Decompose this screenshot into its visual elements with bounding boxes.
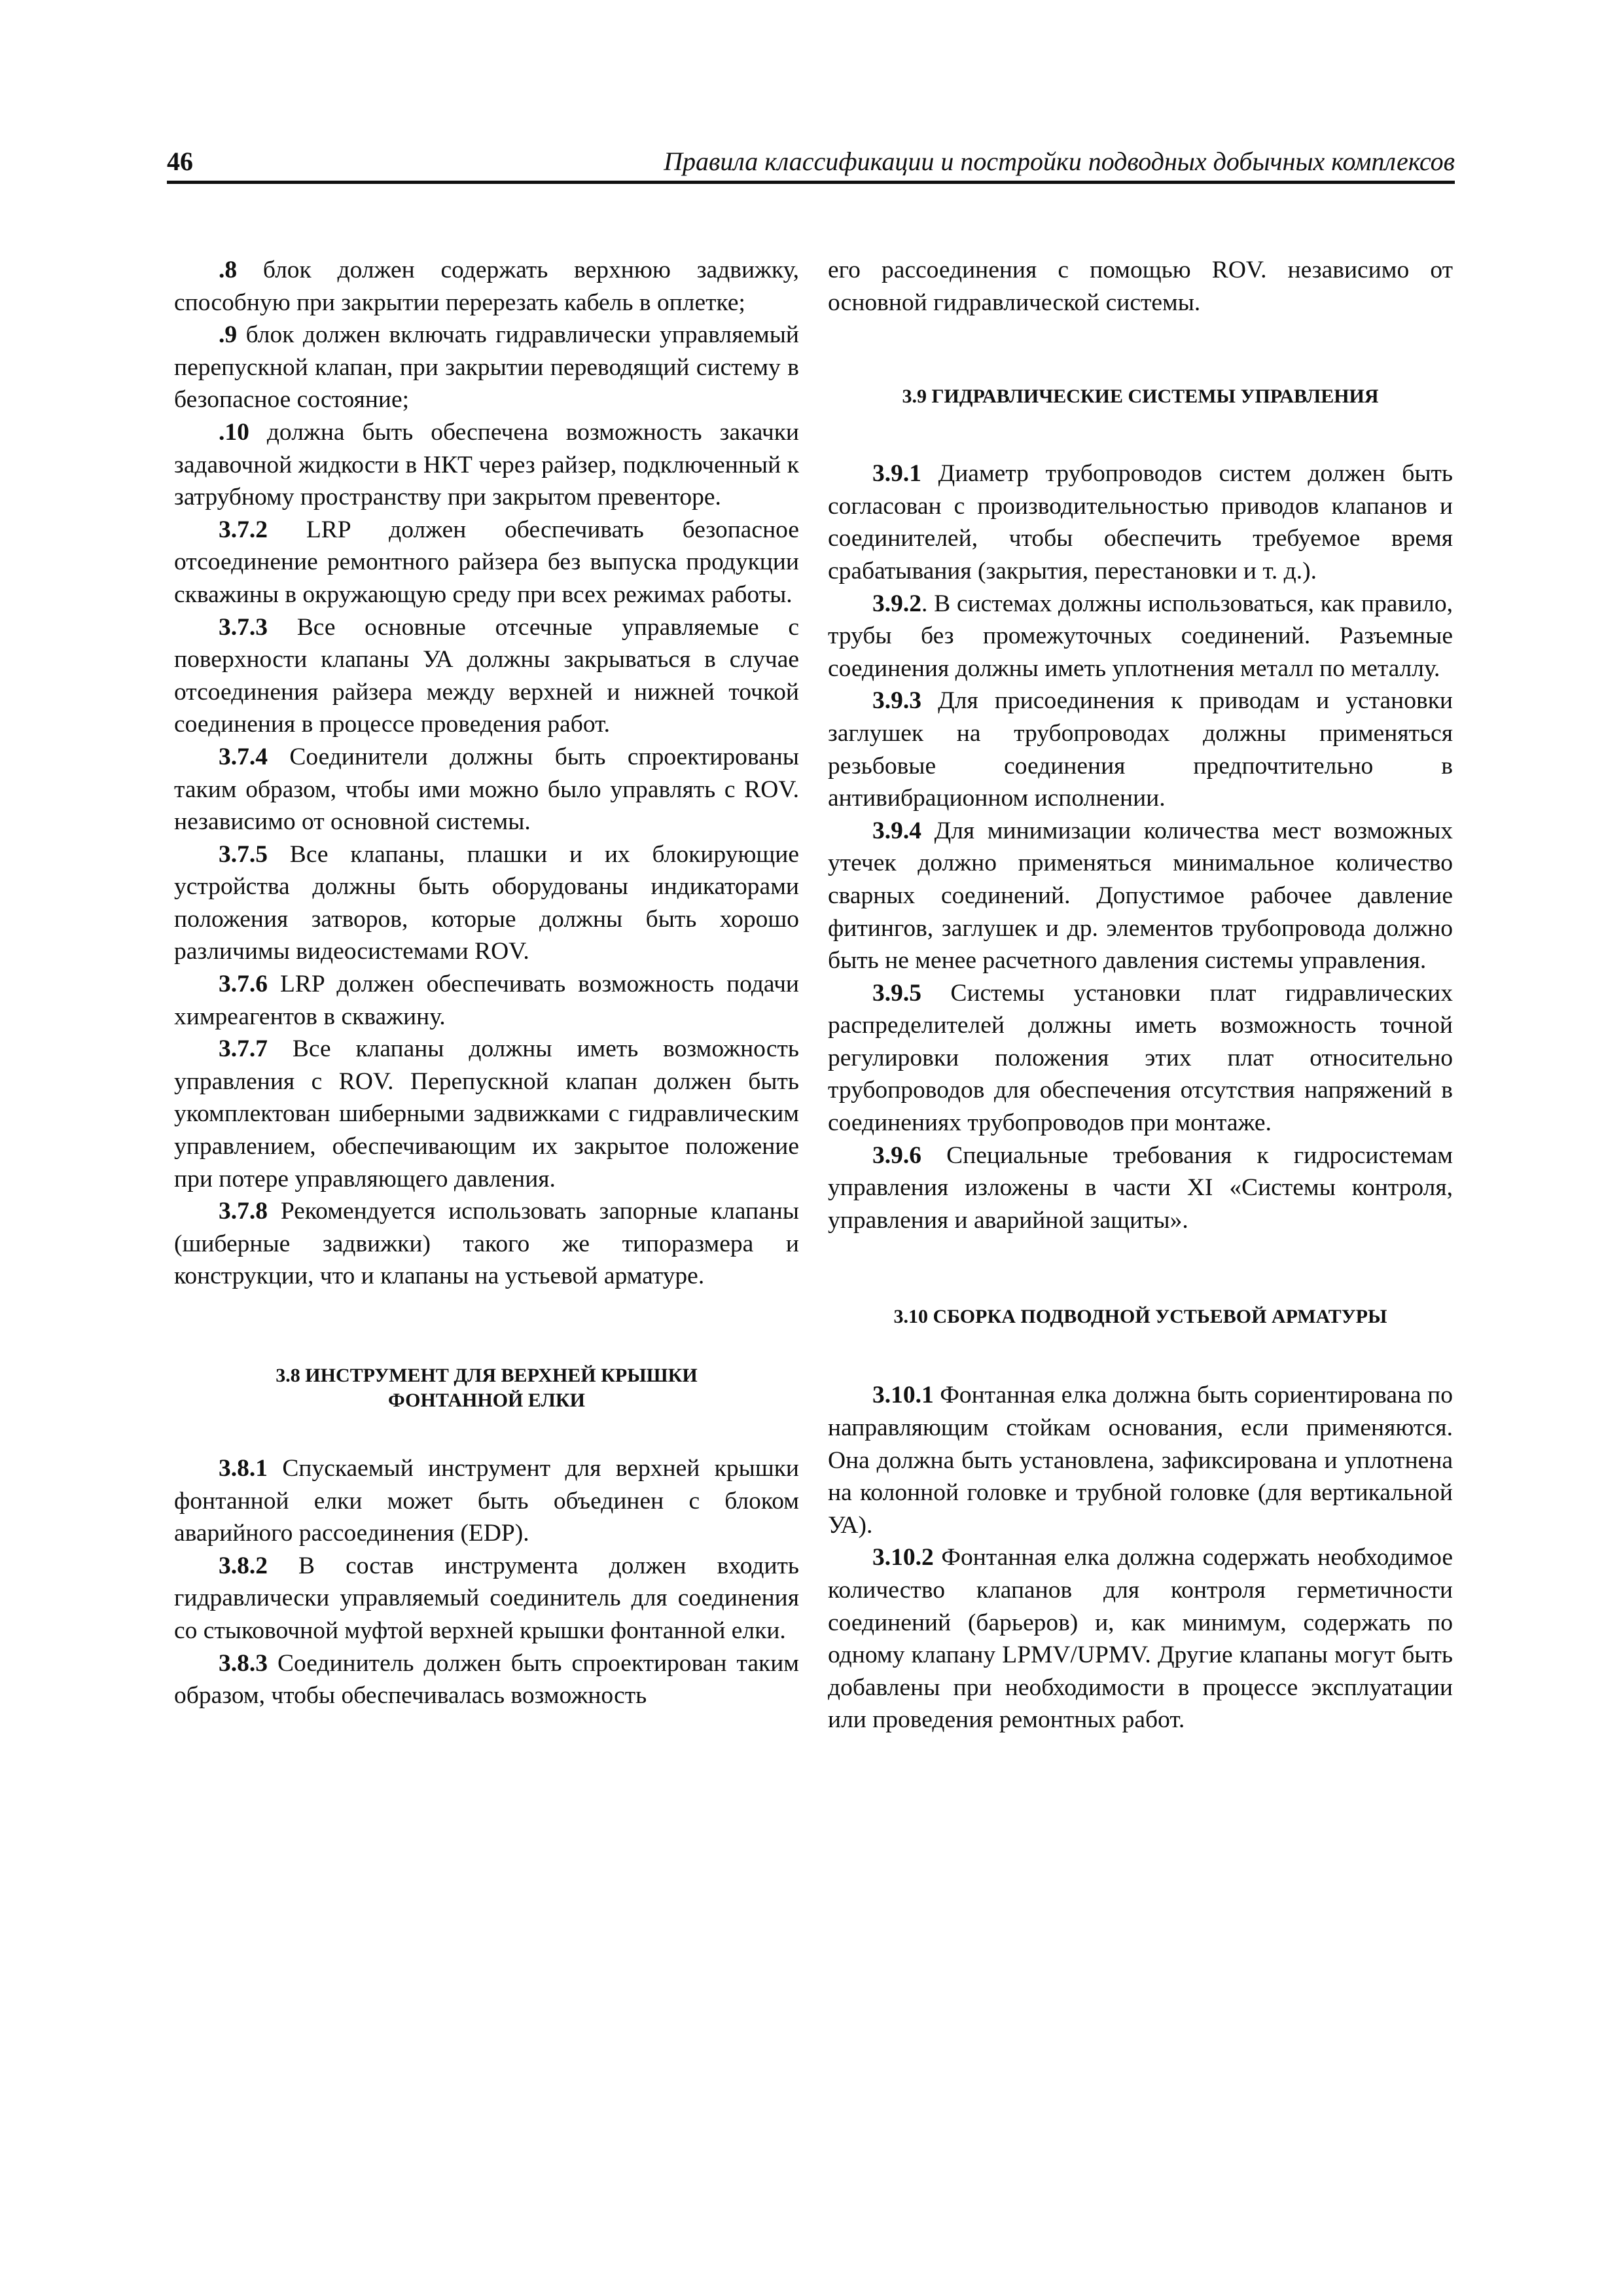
right-paragraphs-bottom <box>828 1379 1453 1736</box>
paragraph <box>174 254 799 319</box>
paragraph <box>174 611 799 741</box>
clause-text: должна быть обеспечена возможность закачки задавочной жидкости в НКТ через райзер, подключенный к затрубному пространству при закрытом превенторе. <box>174 418 799 511</box>
clause-number: 3.7.8 <box>219 1198 268 1225</box>
clause-number: 3.7.6 <box>219 971 268 998</box>
page-header <box>167 143 1455 184</box>
paragraph <box>174 319 799 416</box>
paragraph <box>828 457 1453 587</box>
section-3-8-heading <box>174 1363 799 1413</box>
clause-text: Все клапаны, плашки и их блокирующие устройства должны быть оборудованы индикаторами положения затворов, которые должны быть хорошо различимы видеосистемами ROV. <box>174 840 799 965</box>
paragraph <box>174 741 799 838</box>
section-3-9-heading: 3.9 ГИДРАВЛИЧЕСКИЕ СИСТЕМЫ УПРАВЛЕНИЯ <box>902 386 1379 408</box>
clause-text: Спускаемый инструмент для верхней крышки фонтанной елки может быть объединен с блоком аварийного рассоединения (EDP). <box>174 1455 799 1547</box>
clause-number: .10 <box>219 418 249 446</box>
clause-number: 3.9.4 <box>872 817 921 844</box>
clause-text: блок должен содержать верхнюю задвижку, способную при закрытии перерезать кабель в оплетке; <box>174 257 799 316</box>
clause-text: Все клапаны должны иметь возможность управления с ROV. Перепускной клапан должен быть укомплектован шиберными задвижками с гидравлическим управлением, обеспечивающим их закрытое положение при потере управляющего давления. <box>174 1035 799 1193</box>
clause-number: 3.10.1 <box>872 1382 934 1409</box>
left-column <box>174 254 799 1712</box>
left-paragraphs-bottom <box>174 1452 799 1712</box>
clause-text: Фонтанная елка должна быть сориентирована по направляющим стойкам основания, если применяются. Она должна быть установлена, зафиксирована и уплотнена на колонной головке и трубной головке (для вертикальной УА). <box>828 1382 1453 1539</box>
paragraph <box>828 1139 1453 1237</box>
clause-number: 3.9.1 <box>872 460 921 488</box>
right-paragraphs-mid <box>828 457 1453 1236</box>
continuation-paragraph: его рассоединения с помощью ROV. независимо от основной гидравлической системы. <box>828 257 1453 316</box>
paragraph <box>174 1195 799 1293</box>
clause-number: 3.7.7 <box>219 1035 268 1063</box>
section-3-8-heading-line1: 3.8 ИНСТРУМЕНТ ДЛЯ ВЕРХНЕЙ КРЫШКИ <box>276 1365 698 1386</box>
clause-number: 3.8.3 <box>219 1649 268 1677</box>
paragraph <box>828 1379 1453 1541</box>
clause-text: Диаметр трубопроводов систем должен быть согласован с производительностью приводов клапанов и соединителей, чтобы обеспечить требуемое время срабатывания (закрытия, перестановки и т. д.). <box>828 460 1453 584</box>
paragraph <box>174 1647 799 1712</box>
section-3-8-heading-line2: ФОНТАННОЙ ЕЛКИ <box>388 1390 585 1411</box>
clause-text: Системы установки плат гидравлических распределителей должны иметь возможность точной регулировки положения этих плат относительно трубопроводов для обеспечения отсутствия напряжений в соединениях трубопроводов при монтаже. <box>828 979 1453 1137</box>
clause-text: LRP должен обеспечивать безопасное отсоединение ремонтного райзера без выпуска продукции скважины в окружающую среду при всех режимах работы. <box>174 516 799 608</box>
paragraph <box>828 685 1453 814</box>
paragraph <box>174 968 799 1033</box>
clause-text: блок должен включать гидравлически управляемый перепускной клапан, при закрытии переводящий систему в безопасное состояние; <box>174 321 799 414</box>
clause-number: 3.9.3 <box>872 687 921 715</box>
paragraph <box>174 1550 799 1647</box>
clause-number: 3.9.5 <box>872 979 921 1007</box>
clause-number: 3.7.3 <box>219 613 268 641</box>
clause-text: Специальные требования к гидросистемам управления изложены в части XI «Системы контроля, управления и аварийной защиты». <box>828 1141 1453 1234</box>
running-title: Правила классификации и постройки подводных добычных комплексов <box>664 147 1455 176</box>
clause-number: 3.7.5 <box>219 840 268 868</box>
clause-number: .8 <box>219 257 238 283</box>
clause-text: LRP должен обеспечивать возможность подачи химреагентов в скважину. <box>174 971 799 1030</box>
clause-text: Фонтанная елка должна содержать необходимое количество клапанов для контроля герметичности соединений (барьеров) и, как минимум, содержать по одному клапану LPMV/UPMV. Другие клапаны могут быть добавлены при необходимости в процессе эксплуатации или проведения ремонтных работ. <box>828 1544 1453 1734</box>
clause-text: Соединители должны быть спроектированы таким образом, чтобы ими можно было управлять с ROV. независимо от основной системы. <box>174 743 799 836</box>
page-number: 46 <box>167 147 193 176</box>
clause-number: 3.9.6 <box>872 1141 921 1169</box>
paragraph <box>828 588 1453 685</box>
clause-text: В состав инструмента должен входить гидравлически управляемый соединитель для соединения со стыковочной муфтой верхней крышки фонтанной елки. <box>174 1552 799 1644</box>
clause-number: .9 <box>219 321 238 349</box>
clause-text: Соединитель должен быть спроектирован таким образом, чтобы обеспечивалась возможность <box>174 1649 799 1710</box>
paragraph <box>174 514 799 611</box>
clause-number: 3.9.2 <box>872 590 921 617</box>
clause-text: Рекомендуется использовать запорные клапаны (шиберные задвижки) такого же типоразмера и конструкции, что и клапаны на устьевой арматуре. <box>174 1198 799 1290</box>
clause-number: 3.8.2 <box>219 1552 268 1579</box>
clause-text: Для присоединения к приводам и установки заглушек на трубопроводах должны применяться резьбовые соединения предпочтительно в антивибрационном исполнении. <box>828 687 1453 812</box>
paragraph <box>174 1452 799 1550</box>
clause-number: 3.10.2 <box>872 1544 934 1571</box>
paragraph <box>174 838 799 968</box>
clause-text: Все основные отсечные управляемые с поверхности клапаны УА должны закрываться в случае отсоединения райзера между верхней и нижней точкой соединения в процессе проведения работ. <box>174 613 799 738</box>
paragraph <box>828 1541 1453 1736</box>
left-paragraphs-top <box>174 254 799 1293</box>
section-3-10-heading: 3.10 СБОРКА ПОДВОДНОЙ УСТЬЕВОЙ АРМАТУРЫ <box>893 1306 1387 1328</box>
paragraph <box>174 1033 799 1195</box>
paragraph <box>828 977 1453 1139</box>
clause-number: 3.7.4 <box>219 743 268 770</box>
right-column <box>828 254 1453 1736</box>
clause-text: Для минимизации количества мест возможных утечек должно применяться минимальное количество сварных соединений. Допустимое рабочее давление фитингов, заглушек и др. элементов трубопровода должно быть не менее расчетного давления системы управления. <box>828 817 1453 975</box>
clause-number: 3.8.1 <box>219 1455 268 1482</box>
clause-number: 3.7.2 <box>219 516 268 543</box>
paragraph <box>174 416 799 514</box>
paragraph <box>828 815 1453 977</box>
clause-text: . В системах должны использоваться, как правило, трубы без промежуточных соединений. Разъемные соединения должны иметь уплотнения металл по металлу. <box>828 590 1453 682</box>
